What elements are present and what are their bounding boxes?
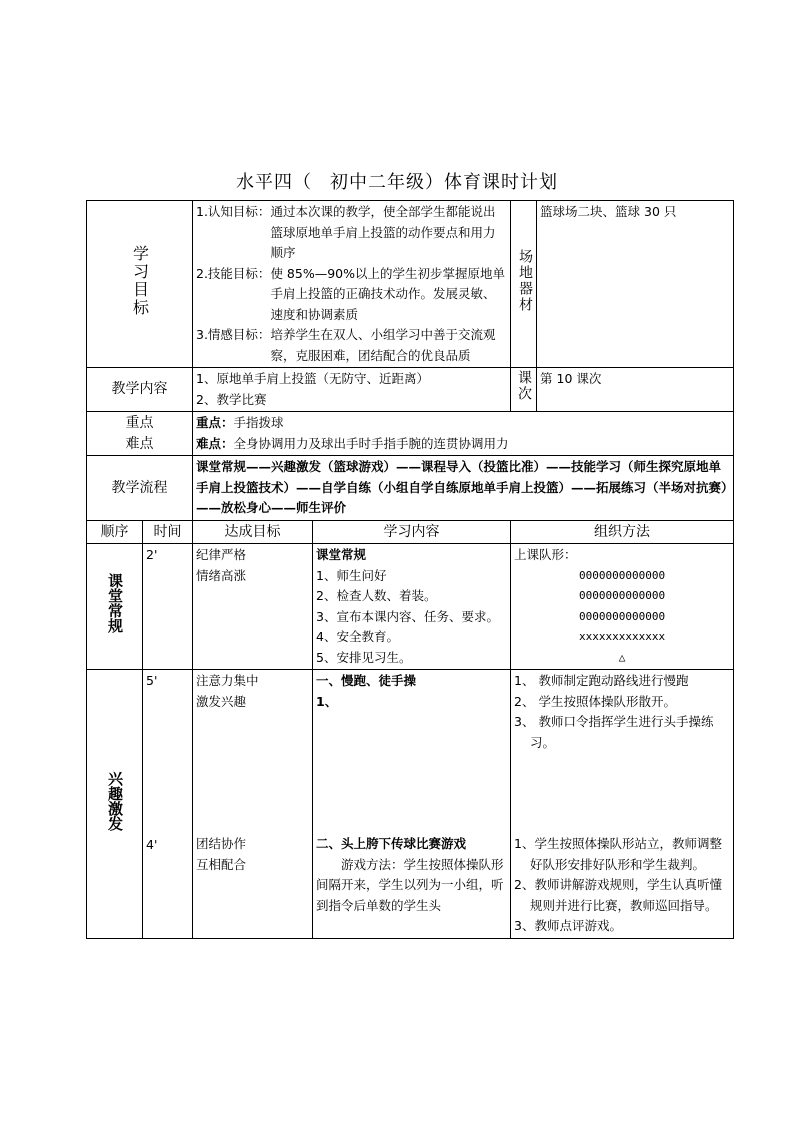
interest-method-cell: [511, 670, 734, 939]
header-row: [87, 520, 734, 544]
header-order: 顺序: [87, 520, 143, 544]
keypoints-content-cell: [193, 412, 734, 456]
content-item-1: 1、原地单手肩上投篮（无防守、近距离）: [196, 371, 429, 386]
keypoint-line: [196, 413, 730, 434]
goal-item-3: [196, 325, 507, 366]
title-part2: 初中二年级）体育课时计划: [330, 172, 558, 193]
interest-method-5: 2、教师讲解游戏规则，学生认真听懂规则并进行比赛，教师巡回指导。: [514, 877, 722, 913]
interest-method-3: 3、 教师口令指挥学生进行头手操练习。: [514, 714, 714, 750]
difficulty-prefix: 难点：: [196, 435, 234, 451]
flow-label: 教学流程: [87, 456, 193, 521]
difficulty-text: 全身协调用力及球出手时手指手腕的连贯协调用力: [233, 435, 509, 451]
interest-content-text-2: 游戏方法：学生按照体操队形间隔开来，学生以列为一小组，听到指令后单数的学生头: [316, 856, 504, 913]
title-part1: 水平四（: [236, 172, 312, 193]
goals-content-cell: [193, 201, 511, 368]
interest-time-1: 5': [146, 673, 158, 688]
difficulty-label: 难点: [125, 435, 154, 452]
header-time: 时间: [143, 520, 193, 544]
interest-method-2: 2、 学生按照体操队形散开。: [514, 693, 676, 709]
goal-text-3: 培养学生在双人、小组学习中善于交流观察，克服困难，团结配合的优良品质: [270, 327, 496, 363]
routine-targets-cell: [193, 544, 313, 670]
goal-label-2: 2.技能目标：: [196, 265, 271, 281]
flow-text: 课堂常规——兴趣激发（篮球游戏）——课程导入（投篮比准）——技能学习（师生探究原地单手肩上投篮技术）——自学自练（小组自学自练原地单手肩上投篮）——拓展练习（半场对抗赛）——放松身心——师生评价: [193, 456, 734, 521]
interest-method-4: 1、学生按照体操队形站立，教师调整好队形安排好队形和学生裁判。: [514, 836, 722, 872]
routine-row: [87, 544, 734, 670]
formation-row-1: 0000000000000: [578, 568, 666, 582]
routine-content-cell: [313, 544, 511, 670]
keypoint-prefix: 重点：: [196, 415, 234, 430]
routine-content-item-4: 4、安全教育。: [316, 629, 399, 644]
interest-content-title-1: 一、慢跑、徒手操: [316, 673, 417, 688]
flow-row: [87, 456, 734, 521]
content-label: 教学内容: [87, 368, 193, 412]
routine-content-title: 课堂常规: [316, 547, 367, 562]
venue-value: 篮球场二块、篮球 30 只: [537, 201, 734, 368]
goals-row: [87, 201, 734, 368]
routine-time: 2': [143, 544, 193, 670]
difficulty-line: [196, 434, 730, 455]
interest-method-6: 3、教师点评游戏。: [514, 918, 622, 933]
interest-content-cell: [313, 670, 511, 939]
venue-label: 场地器材: [517, 248, 534, 313]
interest-time-2: 4': [146, 836, 158, 852]
page-title: [0, 168, 794, 194]
goal-label-1: 1.认知目标：: [196, 204, 271, 219]
interest-targets-cell: [193, 670, 313, 939]
interest-method-1: 1、 教师制定跑动路线进行慢跑: [514, 673, 689, 688]
routine-target-1: 纪律严格: [196, 547, 247, 562]
routine-content-item-3: 3、宣布本课内容、任务、要求。: [316, 608, 499, 624]
lesson-label: 课次: [516, 370, 533, 403]
interest-content-title-2: 二、头上胯下传球比赛游戏: [316, 836, 467, 851]
keypoints-label-cell: [87, 412, 193, 456]
interest-target-1: 注意力集中: [196, 673, 259, 688]
formation-row-3: 0000000000000: [578, 609, 666, 623]
formation-label: 上课队形：: [514, 547, 577, 562]
lesson-plan-table: [86, 200, 734, 939]
venue-label-cell: [511, 201, 537, 368]
routine-method-cell: [511, 544, 734, 670]
routine-section-cell: [87, 544, 143, 670]
keypoint-label: 重点: [125, 415, 154, 431]
formation-row-4: xxxxxxxxxxxxx: [578, 630, 666, 643]
goal-text-1: 通过本次课的教学，使全部学生都能说出篮球原地单手肩上投篮的动作要点和用力顺序: [270, 204, 496, 260]
routine-content-item-1: 1、师生问好: [316, 567, 387, 583]
content-items-cell: [193, 368, 511, 412]
lesson-value: 第 10 课次: [537, 368, 734, 412]
keypoint-text: 手指拨球: [233, 415, 284, 430]
routine-section: 课堂常规: [106, 573, 124, 634]
keypoints-row: [87, 412, 734, 456]
formation-row-2: 0000000000000: [578, 589, 666, 602]
interest-content-sub-1: 1、: [316, 693, 338, 709]
interest-section-cell: [87, 670, 143, 939]
interest-row: [87, 670, 734, 939]
lesson-label-cell: [511, 368, 537, 412]
goals-label: 学习目标: [130, 244, 150, 317]
header-method: 组织方法: [511, 520, 734, 544]
interest-section: 兴趣激发: [106, 770, 124, 831]
goal-label-3: 3.情感目标：: [196, 327, 271, 342]
content-row: [87, 368, 734, 412]
teacher-marker: △: [618, 650, 626, 664]
header-target: 达成目标: [193, 520, 313, 544]
interest-target-4: 互相配合: [196, 856, 247, 872]
routine-content-item-2: 2、检查人数、着装。: [316, 588, 437, 603]
header-learning: 学习内容: [313, 520, 511, 544]
routine-content-item-5: 5、安排见习生。: [316, 649, 412, 665]
interest-time-cell: [143, 670, 193, 939]
interest-target-3: 团结协作: [196, 836, 247, 851]
content-item-2: 2、教学比赛: [196, 391, 267, 407]
goal-item-1: [196, 202, 507, 264]
interest-target-2: 激发兴趣: [196, 693, 247, 709]
routine-target-2: 情绪高涨: [196, 567, 247, 583]
goal-item-2: [196, 264, 507, 326]
goals-label-cell: [87, 201, 193, 368]
goal-text-2: 使 85%—90%以上的学生初步掌握原地单手肩上投篮的正确技术动作。发展灵敏、速度和协调素质: [270, 265, 505, 322]
